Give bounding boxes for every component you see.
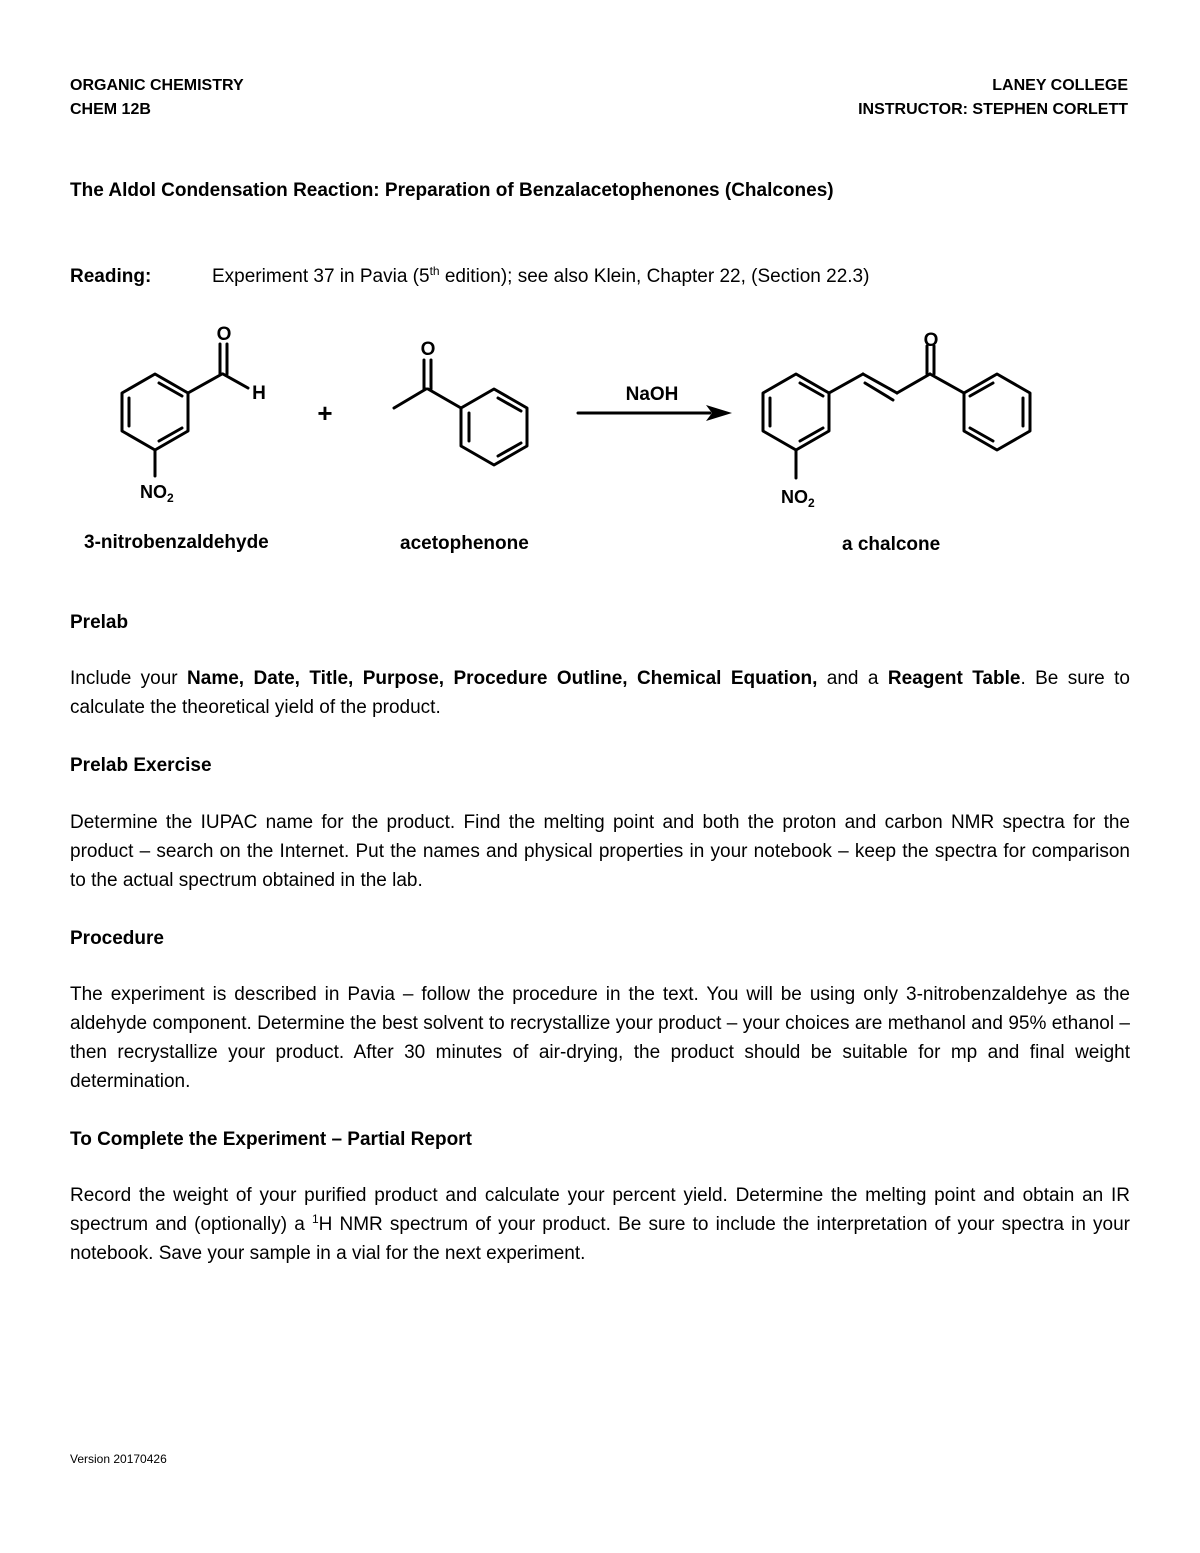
reading-text: Experiment 37 in Pavia (5 — [212, 266, 430, 287]
reactant-nitro-label: $NO_2$ — [140, 482, 174, 505]
prelab-section — [70, 608, 1130, 637]
plus-sign: + — [317, 398, 333, 428]
reaction-scheme — [60, 316, 1140, 566]
reading-label: Reading: — [70, 266, 152, 287]
reading-sup: th — [429, 264, 440, 278]
product-name: a chalcone — [842, 534, 941, 555]
product-nitro-label: $NO_2$ — [781, 487, 815, 510]
course-header — [70, 74, 244, 122]
reading-line — [70, 266, 869, 288]
chalcone-structure — [763, 346, 1030, 478]
product-oxygen-label: O — [923, 330, 939, 351]
complete-sup: 1 — [311, 1212, 319, 1226]
college-name: LANEY COLLEGE — [992, 77, 1128, 94]
aldehyde-hydrogen-label: H — [252, 383, 266, 404]
instructor-name: INSTRUCTOR: STEPHEN CORLETT — [858, 101, 1128, 118]
prelab-exercise-section — [70, 751, 1130, 780]
complete-text-1: Record the weight of your purified product and calculate your percent yield. Determine the melting point and obtain an IR spectrum and (optionally) a — [70, 1185, 1130, 1235]
complete-section — [70, 1125, 1130, 1154]
course-name: ORGANIC CHEMISTRY — [70, 77, 244, 94]
reagent-label: NaOH — [625, 384, 679, 405]
prelab-text — [70, 664, 1130, 722]
institution-header — [858, 74, 1128, 122]
version-footer: Version 20170426 — [70, 1452, 167, 1466]
prelab-bold-items: Name, Date, Title, Purpose, Procedure Outline, Chemical Equation, — [187, 668, 818, 689]
procedure-section — [70, 924, 1130, 953]
procedure-heading: Procedure — [70, 928, 164, 949]
procedure-text: The experiment is described in Pavia – follow the procedure in the text. You will be using only 3-nitrobenzaldehye as the aldehyde component. Determine the best solvent to recrystallize your product – your choices are methanol and 95% ethanol – then recrystallize your product. After 30 minutes of air-drying, the product should be suitable for mp and final weight determination. — [70, 984, 1130, 1092]
prelab-exercise-heading: Prelab Exercise — [70, 755, 212, 776]
prelab-bold-table: Reagent Table — [887, 668, 1021, 689]
acetophenone-structure — [394, 360, 527, 465]
document-title: The Aldol Condensation Reaction: Preparation of Benzalacetophenones (Chalcones) — [70, 180, 834, 201]
course-code: CHEM 12B — [70, 101, 151, 118]
complete-heading: To Complete the Experiment – Partial Report — [70, 1129, 472, 1150]
reading-text-cont: edition); see also Klein, Chapter 22, (Section 22.3) — [439, 266, 870, 287]
prelab-heading: Prelab — [70, 612, 129, 633]
prelab-text-3: . Be sure to calculate the theoretical yield of the product. — [70, 668, 1130, 718]
complete-text-2: H NMR spectrum of your product. Be sure to include the interpretation of your spectra in your notebook. Save your sample in a vial for the next experiment. — [70, 1214, 1131, 1264]
prelab-exercise-text: Determine the IUPAC name for the product. Find the melting point and both the proton and carbon NMR spectra for the product – search on the Internet. Put the names and physical properties in your notebook – keep the spectra for comparison to the actual spectrum obtained in the lab. — [70, 812, 1130, 891]
prelab-text-2: and a — [817, 668, 888, 689]
ketone-oxygen-label: O — [420, 339, 436, 360]
reactant2-name: acetophenone — [400, 533, 529, 554]
reactant1-name: 3-nitrobenzaldehyde — [84, 532, 269, 553]
aldehyde-oxygen-label: O — [216, 324, 232, 345]
nitrobenzaldehyde-ring — [122, 344, 248, 476]
prelab-text-1: Include your — [70, 668, 188, 689]
complete-text — [70, 1181, 1130, 1268]
